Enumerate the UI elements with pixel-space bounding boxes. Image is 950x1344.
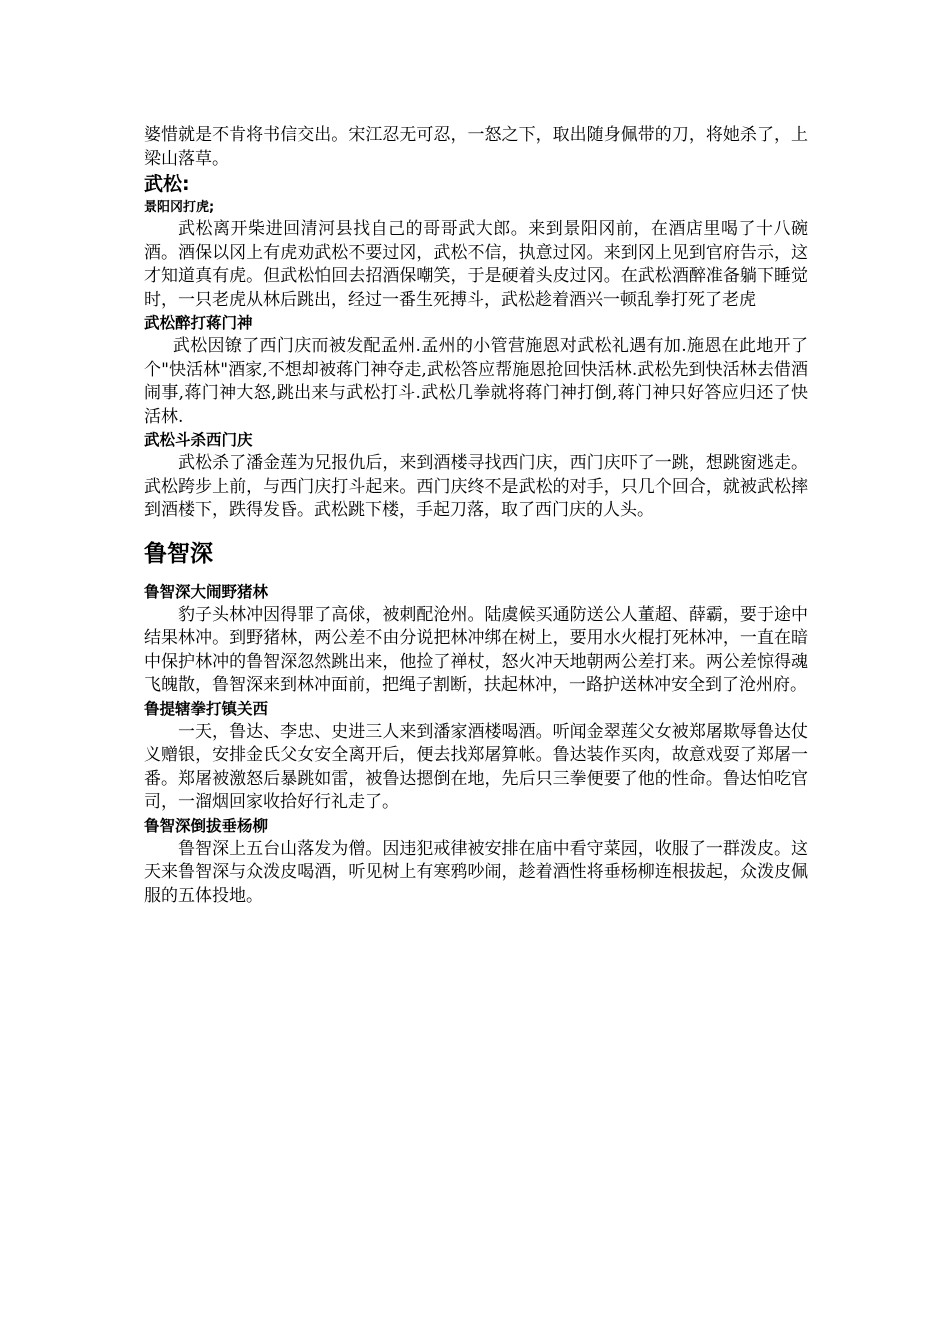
story-text-chuiyangliu: 鲁智深上五台山落发为僧。因违犯戒律被安排在庙中看守菜园，收服了一群泼皮。这天来鲁智深与众泼皮喝酒，听见树上有寒鸦吵闹，趁着酒性将垂杨柳连根拔起，众泼皮佩服的五体投地。: [144, 838, 808, 906]
story-text-jingyanggang: 武松离开柴进回清河县找自己的哥哥武大郎。来到景阳冈前，在酒店里喝了十八碗酒。酒保以冈上有虎劝武松不要过冈，武松不信，执意过冈。来到冈上见到官府告示，这才知道真有虎。但武松怕回去招酒保嘲笑，于是硬着头皮过冈。在武松酒醉准备躺下睡觉时，一只老虎从林后跳出，经过一番生死搏斗，武松趁着酒兴一顿乱拳打死了老虎: [144, 219, 808, 310]
story-title-jiangmenshen: 武松醉打蒋门神: [144, 314, 253, 332]
story-text-ximenqing: 武松杀了潘金莲为兄报仇后，来到酒楼寻找西门庆，西门庆吓了一跳，想跳窗逃走。武松跨步上前，与西门庆打斗起来。西门庆终不是武松的对手，只几个回合，就被武松摔到酒楼下，跌得发昏。武松跳下楼，手起刀落，取了西门庆的人头。: [144, 453, 808, 520]
story-text-jiangmenshen: 武松因镣了西门庆而被发配孟州.孟州的小管营施恩对武松礼遇有加.施恩在此地开了个"快活林"酒家,不想却被蒋门神夺走,武松答应帮施恩抢回快活林.武松先到快活林去借酒闹事,蒋门神大怒,跳出来与武松打斗.武松几拳就将蒋门神打倒,蒋门神只好答应归还了快活林.: [144, 336, 808, 427]
story-title-yezhulin: 鲁智深大闹野猪林: [144, 582, 269, 601]
story-title-zhenguanxi: 鲁提辖拳打镇关西: [144, 699, 269, 718]
story-title-ximenqing: 武松斗杀西门庆: [144, 431, 253, 449]
section-title-luzhishen: 鲁智深: [144, 540, 213, 567]
document-page: [144, 124, 808, 908]
intro-paragraph: 婆惜就是不肯将书信交出。宋江忍无可忍，一怒之下，取出随身佩带的刀，将她杀了，上梁山落草。: [144, 125, 808, 169]
story-title-jingyanggang: 景阳冈打虎;: [144, 200, 215, 215]
story-text-yezhulin: 豹子头林冲因得罪了高俅，被刺配沧州。陆虞候买通防送公人董超、薛霸，要于途中结果林冲。到野猪林，两公差不由分说把林冲绑在树上，要用水火棍打死林冲，一直在暗中保护林冲的鲁智深忽然跳出来，他捡了禅杖，怒火冲天地朝两公差打来。两公差惊得魂飞魄散，鲁智深来到林冲面前，把绳子割断，扶起林冲，一路护送林冲安全到了沧州府。: [144, 604, 808, 695]
section-title-wusong: 武松:: [144, 173, 190, 195]
story-title-chuiyangliu: 鲁智深倒拔垂杨柳: [144, 816, 269, 835]
story-text-zhenguanxi: 一天，鲁达、李忠、史进三人来到潘家酒楼喝酒。听闻金翠莲父女被郑屠欺辱鲁达仗义赠银，安排金氏父女安全离开后，便去找郑屠算帐。鲁达装作买肉，故意戏耍了郑屠一番。郑屠被激怒后暴跳如雷，被鲁达摁倒在地，先后只三拳便要了他的性命。鲁达怕吃官司，一溜烟回家收拾好行礼走了。: [144, 721, 808, 812]
